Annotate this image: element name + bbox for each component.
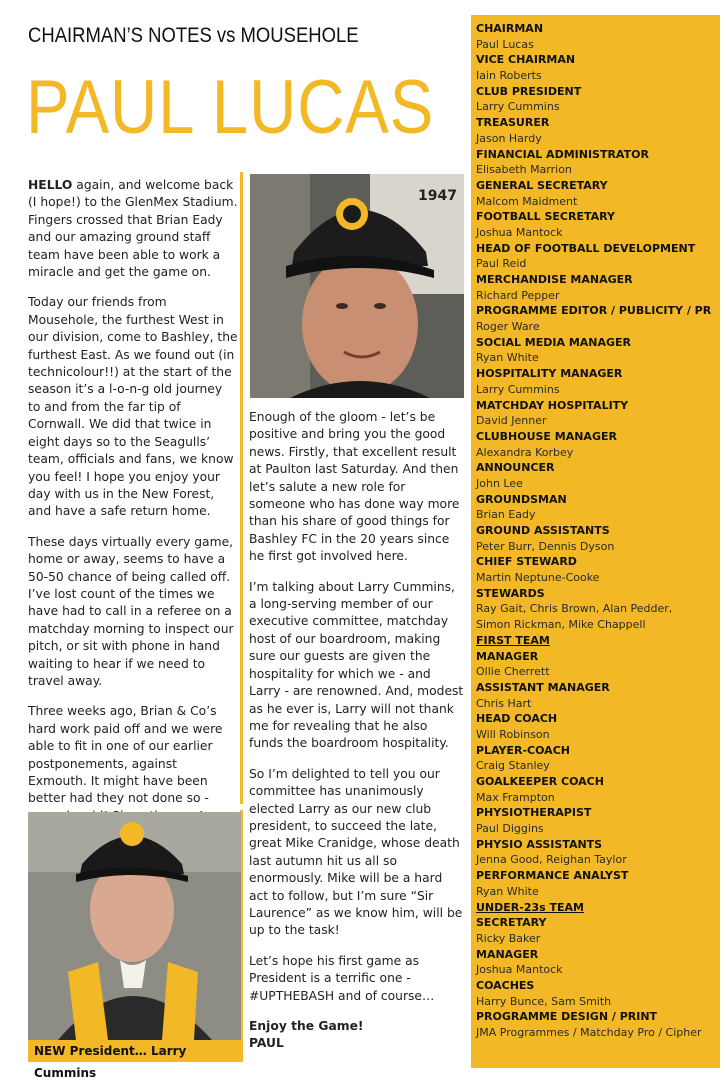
official-role: PHYSIOTHERAPIST xyxy=(476,806,592,820)
paragraph-1-text: again, and welcome back (I hope!) to the GlenMex Stadium. Fingers crossed that Brian Eady and our amazing ground staff team have been able to work a miracle and get the game on. xyxy=(28,178,238,280)
official-role: PERFORMANCE ANALYST xyxy=(476,869,629,883)
official-name: Joshua Mantock xyxy=(476,963,563,977)
official-role: ANNOUNCER xyxy=(476,461,555,475)
official-role: CHAIRMAN xyxy=(476,22,544,35)
official-role: GENERAL SECRETARY xyxy=(476,178,608,192)
official-name: Richard Pepper xyxy=(476,288,560,302)
paragraph-6: I’m talking about Larry Cummins, a long-serving member of our executive committee, matchday host of our boardroom, making sure our guests are given the hospitality for which we - and Larry - are renowned. And, modest as he ever is, Larry will not thank me for revealing that he also funds the boardroom hospitality. xyxy=(249,579,464,751)
paragraph-4: Three weeks ago, Brian & Co’s hard work paid off and we were able to fit in one of our earlier postponements, against Exmouth. It might have been better had they not done so - xyxy=(28,704,223,806)
paragraph-8: Let’s hope his first game as President is a terrific one - #UPTHEBASH and of course… xyxy=(249,953,435,1003)
official-role: TREASURER xyxy=(476,116,550,130)
official-role: GROUND ASSISTANTS xyxy=(476,524,610,537)
official-name: Larry Cummins xyxy=(476,100,560,114)
official-name: Elisabeth Marrion xyxy=(476,163,572,177)
official-role: CLUB PRESIDENT xyxy=(476,84,582,98)
page-title: PAUL LUCAS xyxy=(26,65,435,150)
official-role: SOCIAL MEDIA MANAGER xyxy=(476,335,632,349)
official-role: MATCHDAY HOSPITALITY xyxy=(476,398,629,412)
official-name: JMA Programmes / Matchday Pro / Cipher xyxy=(476,1026,702,1039)
official-name: John Lee xyxy=(476,476,523,490)
signoff-line-2: PAUL xyxy=(249,1036,284,1051)
official-name: Jason Hardy xyxy=(476,131,542,145)
official-role: FINANCIAL ADMINISTRATOR xyxy=(476,147,649,161)
official-name: Simon Rickman, Mike Chappell xyxy=(476,618,646,632)
official-role: COACHES xyxy=(476,978,535,992)
article-column-1 xyxy=(28,177,238,890)
paragraph-2: Today our friends from Mousehole, the furthest West in our division, come to Bashley, the furthest East. As we found out (in technicolour!!) at the start of the season it’s a l-o-n-g old journey to and from the far tip of Cornwall. We did that twice in eight days so to the Seagulls’ team, officials and fans, we know you feel! I hope you enjoy your day with us in the New Forest, and have a safe return home. xyxy=(28,295,238,519)
official-role: VICE CHAIRMAN xyxy=(476,53,576,67)
column-divider xyxy=(240,172,243,804)
official-name: Ryan White xyxy=(476,884,539,898)
official-role: ASSISTANT MANAGER xyxy=(476,680,610,694)
official-name: Ryan White xyxy=(476,351,539,365)
official-role: HEAD COACH xyxy=(476,712,558,726)
official-name: Ricky Baker xyxy=(476,931,541,945)
official-name: Roger Ware xyxy=(476,320,540,334)
official-role: PHYSIO ASSISTANTS xyxy=(476,837,603,851)
official-role: FOOTBALL SECRETARY xyxy=(476,210,615,224)
official-role: PROGRAMME DESIGN / PRINT xyxy=(476,1010,658,1024)
official-role: MANAGER xyxy=(476,947,539,961)
team-section-heading: UNDER-23s TEAM xyxy=(476,900,584,914)
official-name: Ray Gait, Chris Brown, Alan Pedder, xyxy=(476,602,673,616)
official-role: HOSPITALITY MANAGER xyxy=(476,367,623,381)
lead-word: HELLO xyxy=(28,178,73,192)
paragraph-3: These days virtually every game, home or away, seems to have a 50-50 chance of being called off. I’ve lost count of the times we have had to call in a referee on a matchday morning to inspect our pitch, or sit with phone in hand waiting to hear if we need to travel away. xyxy=(28,534,234,688)
chairman-portrait-illustration xyxy=(250,174,464,398)
official-role: SECRETARY xyxy=(476,916,547,930)
official-role: MERCHANDISE MANAGER xyxy=(476,273,633,286)
article-column-2 xyxy=(249,409,465,1053)
official-name: Martin Neptune-Cooke xyxy=(476,571,600,585)
official-name: Peter Burr, Dennis Dyson xyxy=(476,539,615,553)
official-role: STEWARDS xyxy=(476,586,545,600)
official-name: Brian Eady xyxy=(476,508,536,522)
page-kicker: CHAIRMAN’S NOTES vs MOUSEHOLE xyxy=(28,24,359,47)
official-role: CLUBHOUSE MANAGER xyxy=(476,429,617,443)
official-name: Chris Hart xyxy=(476,696,532,710)
official-name: Harry Bunce, Sam Smith xyxy=(476,994,612,1008)
official-name: Iain Roberts xyxy=(476,69,542,83)
president-photo xyxy=(28,812,241,1040)
official-name: Paul Lucas xyxy=(476,37,534,51)
official-role: GOALKEEPER COACH xyxy=(476,775,604,788)
official-name: Paul Reid xyxy=(476,257,527,271)
paragraph-1 xyxy=(28,177,238,281)
paragraph-5: Enough of the gloom - let’s be positive and bring you the good news. Firstly, that excellent result at Paulton last Saturday. And then let’s salute a new role for someone who has done way more than his share of good things for Bashley FC in the 20 years since he first got involved here. xyxy=(249,410,460,564)
president-portrait-illustration xyxy=(28,812,241,1040)
official-name: Malcom Maidment xyxy=(476,194,578,208)
official-name: Craig Stanley xyxy=(476,759,550,773)
official-name: Max Frampton xyxy=(476,790,555,804)
official-role: GROUNDSMAN xyxy=(476,492,567,506)
official-name: Larry Cummins xyxy=(476,382,560,396)
official-name: Jenna Good, Reighan Taylor xyxy=(476,853,627,867)
official-name: Will Robinson xyxy=(476,727,550,741)
official-name: Joshua Mantock xyxy=(476,225,563,239)
badge-year: 1947 xyxy=(418,188,457,204)
photo-caption: NEW President… Larry Cummins xyxy=(28,1040,241,1062)
paragraph-7: So I’m delighted to tell you our committee has unanimously elected Larry as our new club president, to succeed the late, great Mike Cranidge, whose death last autumn hit us all so enormously. Mike will be a hard act to follow, but I’m sure “Sir Laurence” as we know him, will be up to the task! xyxy=(249,766,463,938)
official-name: David Jenner xyxy=(476,414,547,428)
official-role: CHIEF STEWARD xyxy=(476,555,577,569)
signoff-line-1: Enjoy the Game! xyxy=(249,1019,364,1033)
official-role: PROGRAMME EDITOR / PUBLICITY / PR xyxy=(476,304,712,318)
chairman-photo xyxy=(250,174,464,398)
club-officials-list xyxy=(476,21,718,1041)
official-name: Alexandra Korbey xyxy=(476,445,574,459)
official-role: PLAYER-COACH xyxy=(476,743,570,757)
signoff xyxy=(249,1018,465,1053)
official-name: Paul Diggins xyxy=(476,822,544,836)
team-section-heading: FIRST TEAM xyxy=(476,633,550,647)
official-role: HEAD OF FOOTBALL DEVELOPMENT xyxy=(476,241,696,255)
official-role: MANAGER xyxy=(476,649,539,663)
official-name: Ollie Cherrett xyxy=(476,665,550,679)
